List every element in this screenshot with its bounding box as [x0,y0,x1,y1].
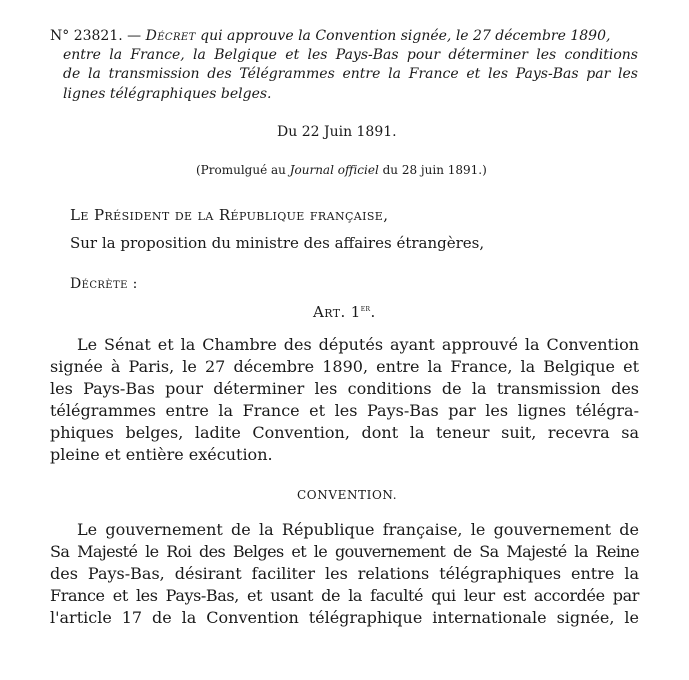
article-line-3: les Pays-Bas pour déterminer les conditions de la transmission des [50,379,639,398]
promulgation-before: (Promulgué au [196,163,290,177]
convention-heading: CONVENTION. [297,488,398,502]
decree-title-text-1: qui approuve la Convention signée, le 27 décembre 1890, [195,28,611,44]
decree-title-line-3: de la transmission des Télégrammes entre la France et les Pays-Bas par les [63,66,638,82]
article-line-6: pleine et entière exécution. [50,445,273,464]
promulgation-journal: Journal officiel [289,163,379,177]
decree-title-line-1 [50,28,638,44]
article-heading [313,303,376,321]
convention-line-1: Le gouvernement de la République française, le gouvernement de [77,520,639,539]
convention-line-4: France et les Pays-Bas, et usant de la faculté qui leur est accordée par [50,586,639,605]
decree-dash: — [122,28,146,44]
decree-number: N° 23821. [50,28,123,44]
proposition-line: Sur la proposition du ministre des affaires étrangères, [70,234,485,252]
president-line: Le Président de la République française, [70,206,389,224]
article-line-5: phiques belges, ladite Convention, dont la teneur suit, recevra sa [50,423,639,442]
promulgation-note [196,163,487,177]
decree-title-line-2: entre la France, la Belgique et les Pays-Bas pour déterminer les conditions [63,47,638,63]
convention-line-2: Sa Majesté le Roi des Belges et le gouvernement de Sa Majesté la Reine [50,542,639,561]
decree-date: Du 22 Juin 1891. [277,124,397,140]
convention-line-3: des Pays-Bas, désirant faciliter les relations télégraphiques entre la [50,564,639,583]
article-line-2: signée à Paris, le 27 décembre 1890, entre la France, la Belgique et [50,357,639,376]
decree-title-line-4: lignes télégraphiques belges. [63,86,272,102]
decree-word: Décret [145,28,196,44]
article-line-4: télégrammes entre la France et les Pays-Bas par les lignes télégra- [50,401,639,420]
article-line-1: Le Sénat et la Chambre des députés ayant approuvé la Convention [77,335,639,354]
article-end: . [370,303,376,321]
decrete-line: Décrète : [70,276,138,292]
promulgation-after: du 28 juin 1891.) [378,163,487,177]
convention-line-5: l'article 17 de la Convention télégraphique internationale signée, le [50,608,639,627]
article-label: Art. 1 [313,303,361,321]
article-sup: er [360,304,371,314]
